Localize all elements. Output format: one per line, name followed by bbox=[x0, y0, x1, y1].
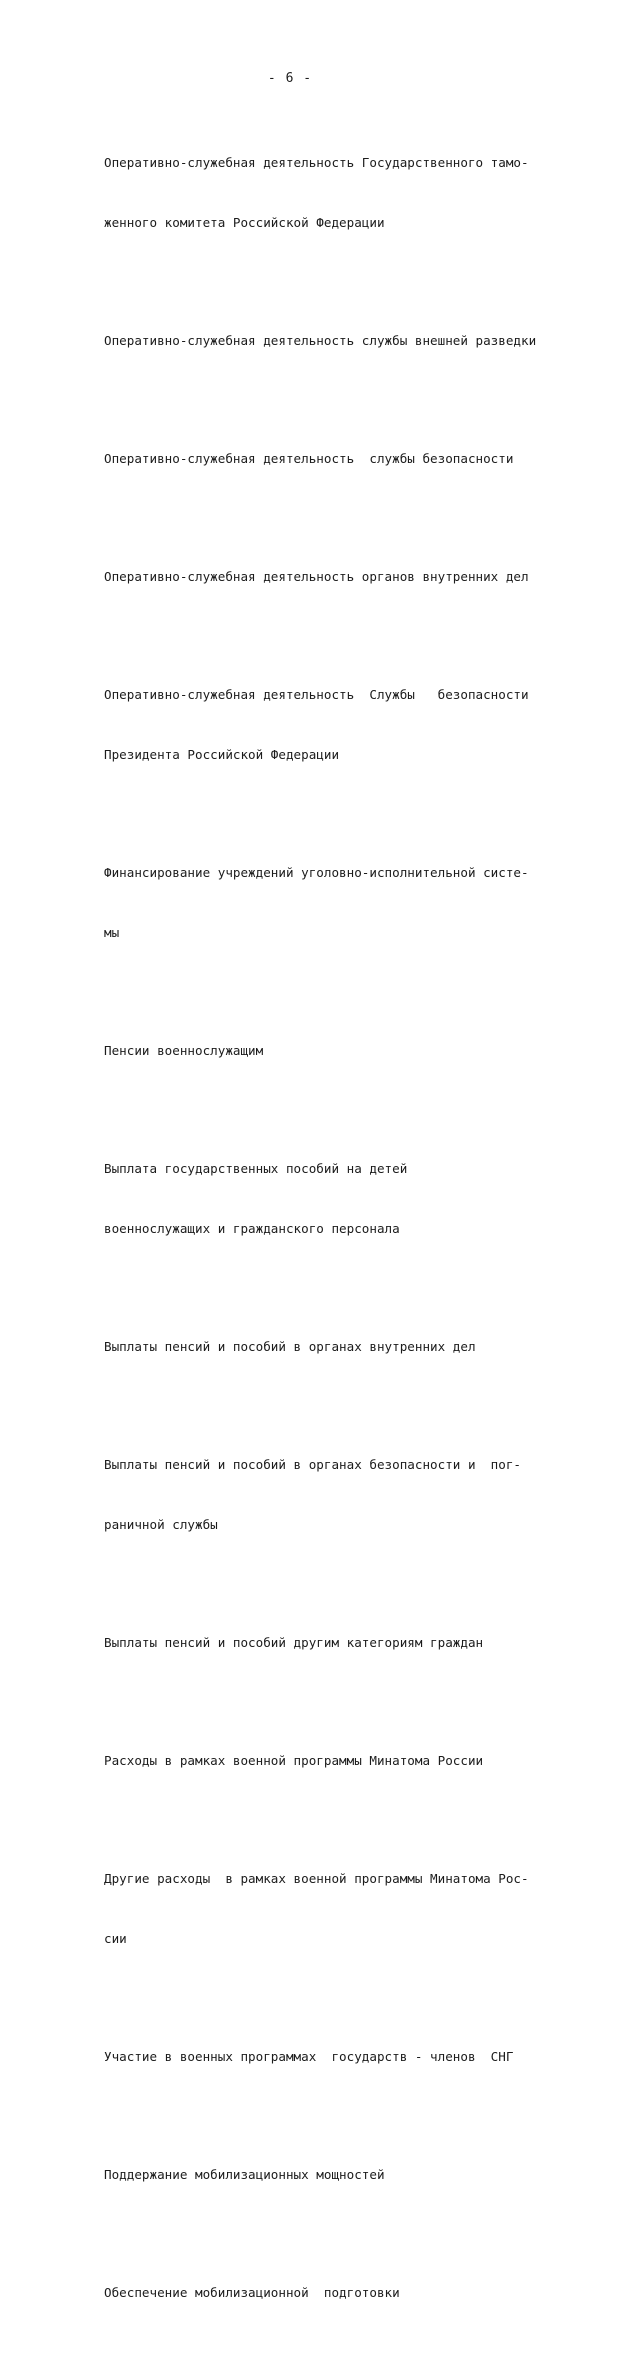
entry-line: Оперативно-служебная деятельность Службы безопасности bbox=[104, 687, 529, 702]
entry-line: раничной службы bbox=[104, 1517, 218, 1532]
list-item bbox=[104, 2125, 544, 2225]
entry-line: Выплаты пенсий и пособий другим категориям граждан bbox=[104, 1635, 484, 1650]
entry-line: мы bbox=[104, 925, 120, 940]
list-item bbox=[104, 1829, 544, 1989]
list-item bbox=[104, 2007, 544, 2107]
list-item bbox=[104, 2243, 544, 2343]
list-item bbox=[104, 113, 544, 273]
entry-line: сии bbox=[104, 1931, 127, 1946]
list-item bbox=[104, 823, 544, 983]
entry-line: Финансирование учреждений уголовно-исполнительной систе- bbox=[104, 865, 529, 880]
entry-line: Обеспечение мобилизационной подготовки bbox=[104, 2285, 400, 2300]
entry-line: Оперативно-служебная деятельность службы безопасности bbox=[104, 451, 514, 466]
list-item bbox=[104, 1711, 544, 1811]
entry-line: Поддержание мобилизационных мощностей bbox=[104, 2167, 385, 2182]
list-item bbox=[104, 1415, 544, 1575]
entry-line: Выплаты пенсий и пособий в органах внутренних дел bbox=[104, 1339, 476, 1354]
list-item bbox=[104, 1119, 544, 1279]
list-item bbox=[104, 291, 544, 391]
list-item bbox=[104, 527, 544, 627]
entry-line: Пенсии военнослужащим bbox=[104, 1043, 264, 1058]
entry-line: Участие в военных программах государств - членов СНГ bbox=[104, 2049, 514, 2064]
entry-line: Расходы в рамках военной программы Минатома России bbox=[104, 1753, 484, 1768]
list-item bbox=[104, 1593, 544, 1693]
list-item bbox=[104, 409, 544, 509]
entry-line: Выплата государственных пособий на детей bbox=[104, 1161, 408, 1176]
budget-item-list bbox=[104, 113, 544, 2361]
entry-line: Оперативно-служебная деятельность органов внутренних дел bbox=[104, 569, 529, 584]
list-item bbox=[104, 1001, 544, 1101]
page-number: - 6 - bbox=[267, 71, 313, 86]
entry-line: женного комитета Российской Федерации bbox=[104, 215, 385, 230]
entry-line: Другие расходы в рамках военной программы Минатома Рос- bbox=[104, 1871, 529, 1886]
entry-line: Оперативно-служебная деятельность службы внешней разведки bbox=[104, 333, 537, 348]
entry-line: Оперативно-служебная деятельность Государственного тамо- bbox=[104, 155, 529, 170]
list-item bbox=[104, 1297, 544, 1397]
list-item bbox=[104, 645, 544, 805]
entry-line: Президента Российской Федерации bbox=[104, 747, 340, 762]
entry-line: военнослужащих и гражданского персонала bbox=[104, 1221, 400, 1236]
entry-line: Выплаты пенсий и пособий в органах безопасности и пог- bbox=[104, 1457, 522, 1472]
